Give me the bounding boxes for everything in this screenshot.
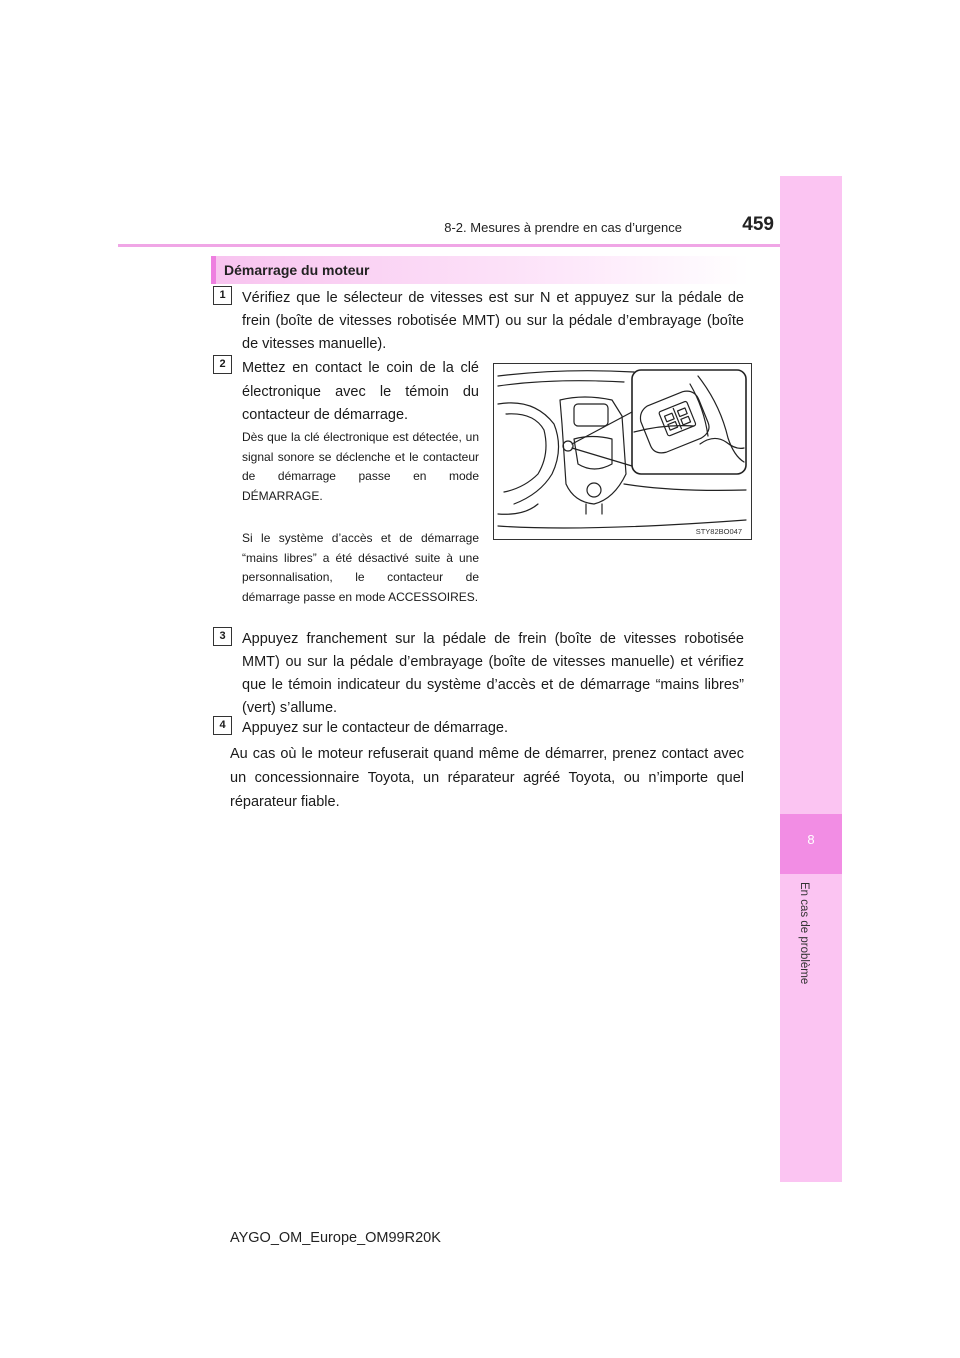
step-2-note-1: Dès que la clé électronique est détectée, un signal sonore se déclenche et le contacteur de démarrage passe en mode DÉMARRAGE. — [242, 430, 479, 503]
step-marker-2: 2 — [213, 355, 232, 374]
chapter-name-text: En cas de problème — [798, 882, 810, 985]
step-1-text: Vérifiez que le sélecteur de vitesses est sur N et appuyez sur la pédale de frein (boîte de vitesses robotisée MMT) ou sur la pédale d’embrayage (boîte de vitesses manuelle). — [242, 290, 744, 352]
step-marker-1: 1 — [213, 286, 232, 305]
chapter-name — [790, 870, 830, 1000]
section-banner-accent — [211, 256, 216, 284]
step-2-text: Mettez en contact le coin de la clé électronique avec le témoin du contacteur de démarrage. — [242, 360, 479, 423]
chapter-side-tab — [780, 176, 842, 1182]
step-2-note-2: Si le système d’accès et de démarrage “mains libres” a été désactivé suite à une personnalisation, le contacteur de démarrage passe en mode ACCESSOIRES. — [242, 531, 479, 604]
closing-paragraph: Au cas où le moteur refuserait quand même de démarrer, prenez contact avec un concessionnaire Toyota, un réparateur agréé Toyota, ou n’importe quel réparateur fiable. — [230, 746, 744, 810]
document-id-footer: AYGO_OM_Europe_OM99R20K — [230, 1230, 441, 1246]
page-number: 459 — [742, 214, 774, 235]
step-4-text: Appuyez sur le contacteur de démarrage. — [242, 720, 508, 736]
header-rule — [118, 244, 842, 247]
dashboard-key-drawing — [494, 364, 751, 539]
section-title: 8-2. Mesures à prendre en cas d’urgence — [444, 220, 682, 235]
step-3-text: Appuyez franchement sur la pédale de frein (boîte de vitesses robotisée MMT) ou sur la pédale d’embrayage (boîte de vitesses manuelle) et vérifiez que le témoin indicateur du système d’accès et de démarrage “mains libres” (vert) s’allume. — [242, 631, 744, 716]
start-switch-illustration — [493, 363, 752, 540]
step-marker-4: 4 — [213, 716, 232, 735]
figure-code: STY82BO047 — [695, 527, 742, 536]
section-banner-title: Démarrage du moteur — [224, 262, 370, 278]
step-marker-3: 3 — [213, 627, 232, 646]
chapter-number: 8 — [807, 832, 815, 847]
